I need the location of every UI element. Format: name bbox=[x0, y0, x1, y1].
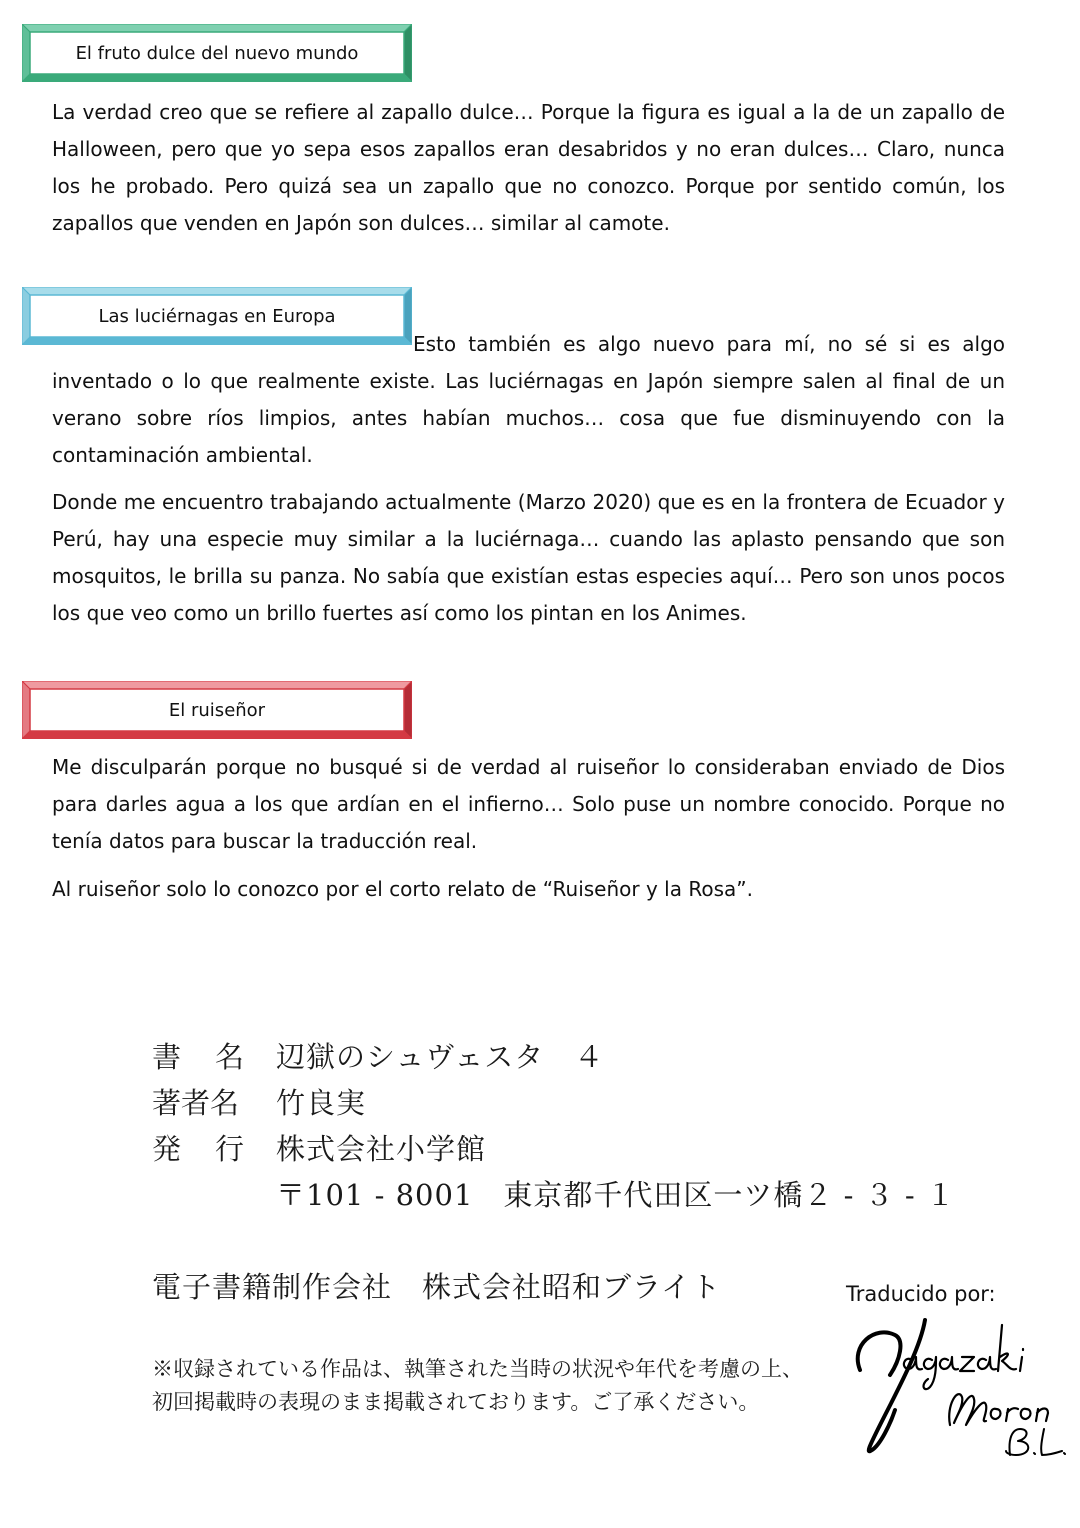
colophon-note-line-1: ※収録されている作品は、執筆された当時の状況や年代を考慮の上、 bbox=[152, 1357, 803, 1381]
translator-signature bbox=[850, 1305, 1075, 1465]
colophon-publisher-key: 発行 bbox=[152, 1132, 279, 1166]
colophon-ebook-producer: 電子書籍制作会社 株式会社昭和ブライト bbox=[152, 1270, 722, 1304]
paragraph: La verdad creo que se refiere al zapallo dulce… Porque la figura es igual a la de un zapallo de Halloween, pero que yo sepa esos zapallos eran desabridos y no eran dulces… Claro, nunca los he probado. Pero quizá sea un zapallo que no conozco. Porque por sentido común, los zapallos que venden en Japón son dulces… similar al camote. bbox=[52, 100, 1005, 235]
colophon-note-line-2: 初回掲載時の表現のまま掲載されております。ご了承ください。 bbox=[152, 1390, 760, 1414]
section-header-luciernagas bbox=[22, 287, 412, 345]
section-header-ruisenor bbox=[22, 681, 412, 739]
colophon-title-key: 書名 bbox=[152, 1040, 279, 1074]
section-title: El fruto dulce del nuevo mundo bbox=[75, 42, 359, 64]
colophon-author-value: 竹良実 bbox=[276, 1086, 367, 1120]
colophon-author-key: 著者名 bbox=[152, 1086, 240, 1120]
translator-credit-label: Traducido por: bbox=[846, 1282, 996, 1306]
section-title: El ruiseñor bbox=[168, 699, 266, 721]
section-header-fruto-dulce bbox=[22, 24, 412, 82]
colophon-address: 〒101 - 8001 東京都千代田区一ツ橋２ - ３ - １ bbox=[276, 1178, 956, 1212]
paragraph: Al ruiseñor solo lo conozco por el corto relato de “Ruiseñor y la Rosa”. bbox=[52, 877, 753, 901]
paragraph: Me disculparán porque no busqué si de verdad al ruiseñor lo consideraban enviado de Dios para darles agua a los que ardían en el infierno… Solo puse un nombre conocido. Porque no tenía datos para buscar la traducción real. bbox=[52, 755, 1005, 853]
colophon-title-value: 辺獄のシュヴェスタ ４ bbox=[276, 1040, 605, 1074]
colophon-publisher-value: 株式会社小学館 bbox=[276, 1132, 487, 1166]
paragraph: Esto también es algo nuevo para mí, no sé si es algo inventado o lo que realmente existe. Las luciérnagas en Japón siempre salen al final de un verano sobre ríos limpios, antes habían muchos… cosa que fue disminuyendo con la contaminación ambiental. bbox=[52, 332, 1005, 467]
section-title: Las luciérnagas en Europa bbox=[98, 305, 336, 327]
paragraph: Donde me encuentro trabajando actualmente (Marzo 2020) que es en la frontera de Ecuador y Perú, hay una especie muy similar a la luciérnaga… cuando las aplasto pensando que son mosquitos, le brilla su panza. No sabía que existían estas especies aquí… Pero son unos pocos los que veo como un brillo fuertes así como los pintan en los Animes. bbox=[52, 490, 1005, 625]
